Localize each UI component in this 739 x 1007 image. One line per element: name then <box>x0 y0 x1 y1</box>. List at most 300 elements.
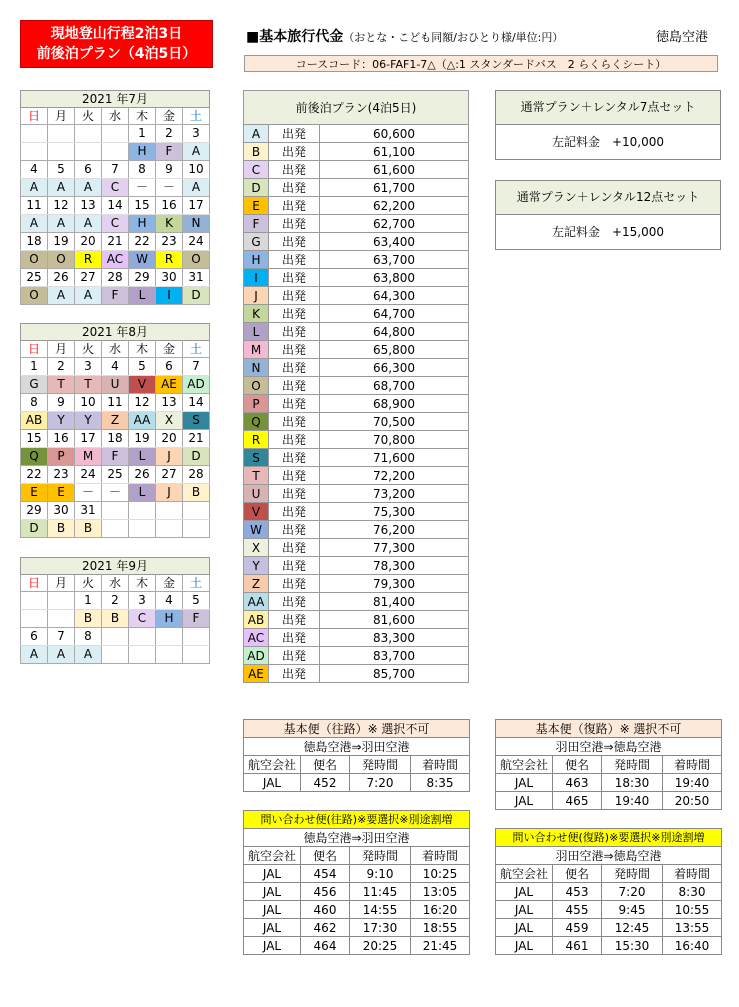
flight-cell: 9:45 <box>602 901 663 919</box>
calendar-price-code: D <box>183 448 210 466</box>
flight-cell: 13:55 <box>663 919 722 937</box>
weekday-header: 日 <box>21 575 48 592</box>
flight-inquiry-outbound <box>243 810 470 955</box>
departure-label: 出発 <box>269 269 320 287</box>
flight-inquiry-return <box>495 828 722 955</box>
departure-airport: 徳島空港 <box>656 30 709 45</box>
calendar-price-code: A <box>21 215 48 233</box>
calendar-price-code: B <box>48 520 75 538</box>
calendar-day: 20 <box>75 233 102 251</box>
price-code: AC <box>244 629 269 647</box>
calendar-price-code: F <box>156 143 183 161</box>
calendar-price-code: L <box>129 448 156 466</box>
calendar-day: 10 <box>75 394 102 412</box>
weekday-header: 日 <box>21 108 48 125</box>
calendar-price-code: E <box>21 484 48 502</box>
flight-cell: 463 <box>553 774 602 792</box>
price-row <box>244 359 469 377</box>
flight-cell: JAL <box>496 919 553 937</box>
flight-cell: 464 <box>301 937 350 955</box>
calendar-price-code: A <box>183 143 210 161</box>
calendar-day: 15 <box>21 430 48 448</box>
flight-cell: 7:20 <box>350 774 411 792</box>
calendar-day: 5 <box>183 592 210 610</box>
flight-cell: 17:30 <box>350 919 411 937</box>
departure-label: 出発 <box>269 125 320 143</box>
plan-title-box <box>20 20 213 68</box>
departure-label: 出発 <box>269 629 320 647</box>
calendar-day: 9 <box>156 161 183 179</box>
price-code: S <box>244 449 269 467</box>
price-row <box>244 431 469 449</box>
flight-row <box>496 792 722 810</box>
flight-cell: JAL <box>496 883 553 901</box>
calendar-price-code: B <box>75 610 102 628</box>
flight-cell: 465 <box>553 792 602 810</box>
calendar-price-code: A <box>48 646 75 664</box>
calendar-price-code: G <box>21 376 48 394</box>
calendar-september <box>20 557 210 664</box>
price-code: X <box>244 539 269 557</box>
price-amount: 71,600 <box>320 449 469 467</box>
calendar-price-code: C <box>102 179 129 197</box>
calendar-price-code: AC <box>102 251 129 269</box>
price-code: B <box>244 143 269 161</box>
departure-label: 出発 <box>269 215 320 233</box>
rental-12-title: 通常プラン＋レンタル12点セット <box>496 181 720 215</box>
flight-table <box>495 719 722 810</box>
price-amount: 76,200 <box>320 521 469 539</box>
calendar-price-code <box>102 646 129 664</box>
price-code: L <box>244 323 269 341</box>
calendar-day: 31 <box>75 502 102 520</box>
calendar-title: 2021 年8月 <box>21 324 210 341</box>
calendar-price-code: L <box>129 287 156 305</box>
calendar-price-code: B <box>183 484 210 502</box>
calendar-price-code: Z <box>102 412 129 430</box>
calendar-day: 29 <box>129 269 156 287</box>
price-row <box>244 557 469 575</box>
calendar-day: 18 <box>21 233 48 251</box>
price-code: D <box>244 179 269 197</box>
calendar-day: 3 <box>75 358 102 376</box>
calendar-day <box>21 592 48 610</box>
flight-cell: JAL <box>244 865 301 883</box>
departure-label: 出発 <box>269 557 320 575</box>
calendar-day <box>156 502 183 520</box>
weekday-header: 木 <box>129 341 156 358</box>
price-code: C <box>244 161 269 179</box>
calendar-price-code: A <box>183 179 210 197</box>
flight-route: 羽田空港⇒徳島空港 <box>496 847 722 865</box>
calendar-day: 13 <box>75 197 102 215</box>
calendar-day: 2 <box>102 592 129 610</box>
rental-7-box <box>495 90 721 160</box>
weekday-header: 日 <box>21 341 48 358</box>
calendar-price-code: T <box>48 376 75 394</box>
weekday-header: 土 <box>183 341 210 358</box>
calendar-day: 14 <box>102 197 129 215</box>
calendar-day: 11 <box>21 197 48 215</box>
price-row <box>244 395 469 413</box>
departure-label: 出発 <box>269 539 320 557</box>
calendar-day: 25 <box>21 269 48 287</box>
price-code: K <box>244 305 269 323</box>
calendar-price-code: E <box>48 484 75 502</box>
flight-cell: JAL <box>496 774 553 792</box>
price-amount: 63,800 <box>320 269 469 287</box>
calendar-day: 31 <box>183 269 210 287</box>
calendar-day: 24 <box>183 233 210 251</box>
calendar-price-code <box>48 143 75 161</box>
plan-title-line2: 前後泊プラン（4泊5日） <box>36 46 197 62</box>
price-amount: 63,400 <box>320 233 469 251</box>
price-code: G <box>244 233 269 251</box>
calendar-day: 17 <box>183 197 210 215</box>
calendar-price-code: P <box>48 448 75 466</box>
weekday-header: 月 <box>48 341 75 358</box>
flight-table-title: 問い合わせ便(往路)※要選択※別途割増 <box>244 811 470 829</box>
price-row <box>244 143 469 161</box>
flight-row <box>496 937 722 955</box>
calendar-price-code: U <box>102 376 129 394</box>
weekday-header: 木 <box>129 575 156 592</box>
flight-row <box>496 901 722 919</box>
flight-cell: 20:25 <box>350 937 411 955</box>
calendar-price-code: A <box>75 646 102 664</box>
flight-row <box>496 919 722 937</box>
price-code: AD <box>244 647 269 665</box>
weekday-header: 月 <box>48 108 75 125</box>
price-amount: 81,600 <box>320 611 469 629</box>
calendar-day: 4 <box>156 592 183 610</box>
price-amount: 64,800 <box>320 323 469 341</box>
price-code: Y <box>244 557 269 575</box>
calendar-day: 8 <box>129 161 156 179</box>
flight-cell: 18:30 <box>602 774 663 792</box>
flight-cell: 462 <box>301 919 350 937</box>
price-amount: 83,300 <box>320 629 469 647</box>
calendar-price-code: F <box>102 287 129 305</box>
course-code: コースコード：06-FAF1-7△（△:1 スタンダードバス 2 らくらくシート） <box>244 55 718 72</box>
calendar-price-code <box>102 520 129 538</box>
calendar-day: 27 <box>156 466 183 484</box>
flight-route: 羽田空港⇒徳島空港 <box>496 738 722 756</box>
flight-cell: JAL <box>244 774 301 792</box>
calendar-day: 6 <box>21 628 48 646</box>
calendar-day: 4 <box>102 358 129 376</box>
flight-cell: JAL <box>244 901 301 919</box>
flight-cell: 460 <box>301 901 350 919</box>
calendar-price-code: H <box>156 610 183 628</box>
calendar-price-code: Y <box>75 412 102 430</box>
calendar-day <box>102 125 129 143</box>
flight-column-header: 着時間 <box>411 847 470 865</box>
calendar-day: 7 <box>102 161 129 179</box>
calendar-price-code: B <box>102 610 129 628</box>
calendar-price-code: O <box>21 287 48 305</box>
calendar-price-code: F <box>102 448 129 466</box>
flight-column-header: 着時間 <box>663 756 722 774</box>
price-amount: 72,200 <box>320 467 469 485</box>
calendar-day <box>48 125 75 143</box>
flight-route: 徳島空港⇒羽田空港 <box>244 738 470 756</box>
flight-column-header: 便名 <box>553 865 602 883</box>
price-row <box>244 305 469 323</box>
rental-7-price: 左記料金 +10,000 <box>551 135 665 149</box>
flight-cell: 452 <box>301 774 350 792</box>
calendar-price-code: S <box>183 412 210 430</box>
flight-basic-return <box>495 719 722 810</box>
flight-cell: JAL <box>244 937 301 955</box>
price-code: R <box>244 431 269 449</box>
calendar-price-code: D <box>183 287 210 305</box>
calendar-price-code: Q <box>21 448 48 466</box>
calendar-grid <box>20 557 210 664</box>
calendar-day: 6 <box>156 358 183 376</box>
price-row <box>244 197 469 215</box>
departure-label: 出発 <box>269 323 320 341</box>
price-table <box>243 90 469 683</box>
calendar-price-code <box>75 143 102 161</box>
price-row <box>244 485 469 503</box>
flight-cell: 16:20 <box>411 901 470 919</box>
calendar-day: 22 <box>129 233 156 251</box>
calendar-day: 20 <box>156 430 183 448</box>
price-amount: 61,600 <box>320 161 469 179</box>
price-row <box>244 503 469 521</box>
calendar-price-code: A <box>48 287 75 305</box>
calendar-price-code <box>102 143 129 161</box>
price-amount: 70,500 <box>320 413 469 431</box>
price-code: T <box>244 467 269 485</box>
calendar-price-code: R <box>75 251 102 269</box>
price-row <box>244 611 469 629</box>
rental-7-title: 通常プラン＋レンタル7点セット <box>496 91 720 125</box>
flight-basic-outbound <box>243 719 470 792</box>
weekday-header: 火 <box>75 341 102 358</box>
price-code: E <box>244 197 269 215</box>
calendar-day: 16 <box>48 430 75 448</box>
calendar-price-code: O <box>183 251 210 269</box>
flight-cell: 18:55 <box>411 919 470 937</box>
price-heading <box>246 26 563 46</box>
calendar-day: 10 <box>183 161 210 179</box>
departure-label: 出発 <box>269 377 320 395</box>
price-table-wrap <box>243 90 469 683</box>
flight-column-header: 航空会社 <box>244 756 301 774</box>
departure-label: 出発 <box>269 305 320 323</box>
flight-table-title: 基本便（復路）※ 選択不可 <box>496 720 722 738</box>
calendar-price-code: － <box>156 179 183 197</box>
calendar-day: 28 <box>183 466 210 484</box>
price-row <box>244 521 469 539</box>
weekday-header: 月 <box>48 575 75 592</box>
price-row <box>244 233 469 251</box>
flight-route: 徳島空港⇒羽田空港 <box>244 829 470 847</box>
flight-cell: JAL <box>496 937 553 955</box>
calendar-day: 16 <box>156 197 183 215</box>
flight-table <box>243 719 470 792</box>
departure-label: 出発 <box>269 647 320 665</box>
price-amount: 81,400 <box>320 593 469 611</box>
price-row <box>244 125 469 143</box>
calendar-day: 30 <box>156 269 183 287</box>
calendar-price-code: A <box>75 215 102 233</box>
calendar-day: 19 <box>129 430 156 448</box>
weekday-header: 木 <box>129 108 156 125</box>
calendar-day <box>48 592 75 610</box>
calendar-day <box>129 502 156 520</box>
calendar-day: 17 <box>75 430 102 448</box>
flight-column-header: 航空会社 <box>244 847 301 865</box>
calendar-day: 19 <box>48 233 75 251</box>
price-amount: 60,600 <box>320 125 469 143</box>
weekday-header: 土 <box>183 108 210 125</box>
calendar-august <box>20 323 210 538</box>
flight-cell: 16:40 <box>663 937 722 955</box>
departure-label: 出発 <box>269 575 320 593</box>
calendar-price-code: O <box>48 251 75 269</box>
calendar-price-code: Y <box>48 412 75 430</box>
flight-column-header: 便名 <box>301 847 350 865</box>
flight-cell: 10:55 <box>663 901 722 919</box>
price-row <box>244 287 469 305</box>
calendar-price-code <box>21 143 48 161</box>
price-heading-note: （おとな・こども同額/おひとり様/単位:円） <box>343 31 564 44</box>
weekday-header: 水 <box>102 575 129 592</box>
price-code: AB <box>244 611 269 629</box>
calendar-day <box>129 628 156 646</box>
flight-cell: 461 <box>553 937 602 955</box>
flight-row <box>244 774 470 792</box>
calendar-day: 22 <box>21 466 48 484</box>
price-code: I <box>244 269 269 287</box>
calendar-day: 13 <box>156 394 183 412</box>
calendar-day: 21 <box>183 430 210 448</box>
price-row <box>244 665 469 683</box>
price-row <box>244 377 469 395</box>
calendar-day: 14 <box>183 394 210 412</box>
calendar-price-code: F <box>183 610 210 628</box>
price-amount: 61,700 <box>320 179 469 197</box>
flight-cell: 11:45 <box>350 883 411 901</box>
weekday-header: 火 <box>75 108 102 125</box>
price-heading-main: ■基本旅行代金 <box>246 29 344 45</box>
price-table-header: 前後泊プラン(4泊5日) <box>244 91 469 125</box>
flight-cell: 20:50 <box>663 792 722 810</box>
calendar-price-code: － <box>75 484 102 502</box>
calendar-price-code: AB <box>21 412 48 430</box>
calendar-day: 18 <box>102 430 129 448</box>
calendar-day: 2 <box>156 125 183 143</box>
calendar-price-code: B <box>75 520 102 538</box>
calendar-price-code: C <box>102 215 129 233</box>
price-code: AE <box>244 665 269 683</box>
price-row <box>244 539 469 557</box>
flight-cell: 21:45 <box>411 937 470 955</box>
flight-row <box>244 865 470 883</box>
departure-label: 出発 <box>269 413 320 431</box>
weekday-header: 火 <box>75 575 102 592</box>
calendar-july <box>20 90 210 305</box>
price-code: H <box>244 251 269 269</box>
price-amount: 70,800 <box>320 431 469 449</box>
calendar-day: 21 <box>102 233 129 251</box>
calendar-price-code: C <box>129 610 156 628</box>
price-code: F <box>244 215 269 233</box>
departure-label: 出発 <box>269 665 320 683</box>
flight-cell: JAL <box>244 919 301 937</box>
price-row <box>244 449 469 467</box>
departure-label: 出発 <box>269 395 320 413</box>
calendar-price-code: T <box>75 376 102 394</box>
calendar-day: 6 <box>75 161 102 179</box>
departure-label: 出発 <box>269 179 320 197</box>
calendar-day: 4 <box>21 161 48 179</box>
calendar-day: 15 <box>129 197 156 215</box>
flight-table-title: 問い合わせ便(復路)※要選択※別途割増 <box>496 829 722 847</box>
price-code: W <box>244 521 269 539</box>
calendar-price-code: A <box>75 287 102 305</box>
calendar-price-code: J <box>156 448 183 466</box>
flight-cell: 19:40 <box>663 774 722 792</box>
flight-cell: JAL <box>496 901 553 919</box>
departure-label: 出発 <box>269 593 320 611</box>
calendar-day: 25 <box>102 466 129 484</box>
calendar-price-code: M <box>75 448 102 466</box>
calendar-grid <box>20 90 210 305</box>
calendar-day: 28 <box>102 269 129 287</box>
calendar-day: 26 <box>129 466 156 484</box>
weekday-header: 水 <box>102 108 129 125</box>
calendar-day: 8 <box>75 628 102 646</box>
calendar-day: 8 <box>21 394 48 412</box>
calendar-day: 5 <box>129 358 156 376</box>
flight-column-header: 発時間 <box>602 756 663 774</box>
price-row <box>244 467 469 485</box>
calendar-price-code: A <box>48 215 75 233</box>
price-row <box>244 179 469 197</box>
flight-row <box>244 883 470 901</box>
flight-column-header: 発時間 <box>350 756 411 774</box>
price-code: J <box>244 287 269 305</box>
calendar-title: 2021 年7月 <box>21 91 210 108</box>
price-row <box>244 413 469 431</box>
price-row <box>244 647 469 665</box>
departure-label: 出発 <box>269 161 320 179</box>
flight-cell: 13:05 <box>411 883 470 901</box>
calendar-day: 7 <box>183 358 210 376</box>
calendar-price-code: D <box>21 520 48 538</box>
calendar-day: 2 <box>48 358 75 376</box>
departure-label: 出発 <box>269 197 320 215</box>
calendar-price-code: － <box>102 484 129 502</box>
calendar-price-code: R <box>156 251 183 269</box>
weekday-header: 金 <box>156 108 183 125</box>
flight-column-header: 着時間 <box>411 756 470 774</box>
calendar-price-code: A <box>75 179 102 197</box>
calendar-day: 27 <box>75 269 102 287</box>
departure-label: 出発 <box>269 485 320 503</box>
calendar-day: 29 <box>21 502 48 520</box>
calendar-price-code: H <box>129 143 156 161</box>
calendar-price-code <box>183 646 210 664</box>
flight-cell: 8:30 <box>663 883 722 901</box>
price-code: N <box>244 359 269 377</box>
rental-12-price: 左記料金 +15,000 <box>551 225 665 239</box>
flight-cell: 453 <box>553 883 602 901</box>
